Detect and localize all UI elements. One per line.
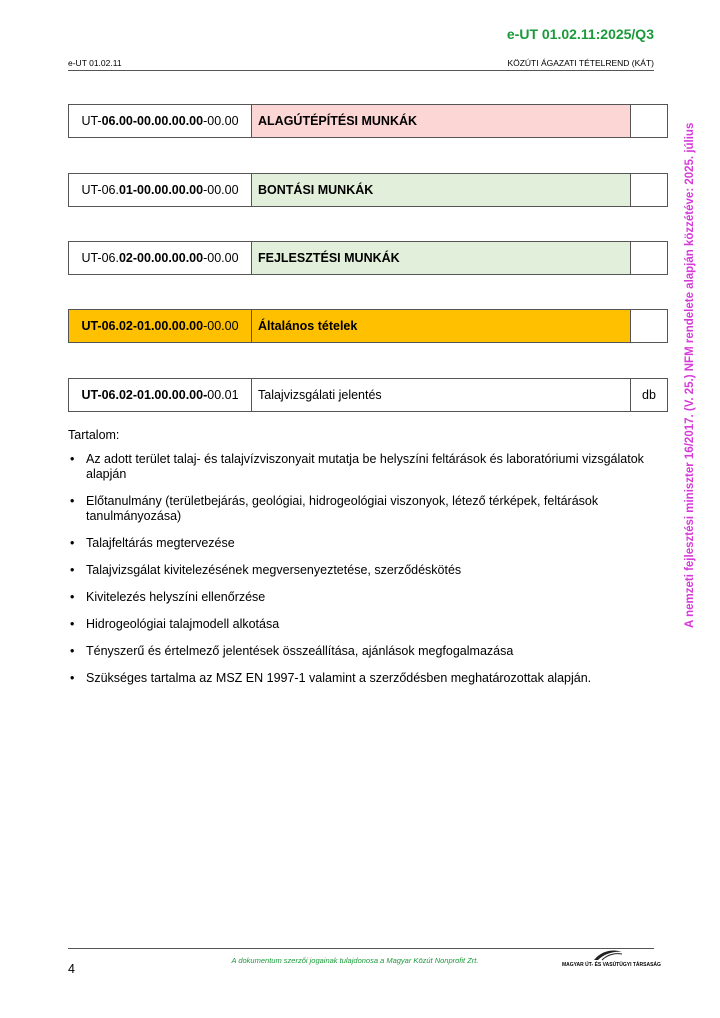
item-code: UT-06. 01-00.00.00.00 -00.00 <box>69 174 252 206</box>
list-item: • Az adott terület talaj- és talajvízviszonyait mutatja be helyszíni feltárások és laboratóriumi vizsgálatok alapján <box>70 452 644 481</box>
bullet-icon: • <box>70 671 75 685</box>
logo-text: MAGYAR ÚT- ÉS VASÚTÜGYI TÁRSASÁG <box>562 962 661 968</box>
item-code: UT-06.02- 01.00.00.00 -00.00 <box>69 310 252 342</box>
list-item: • Talajvizsgálat kivitelezésének megversenyeztetése, szerződéskötés <box>70 563 462 577</box>
bullet-icon: • <box>70 494 75 508</box>
item-unit <box>631 174 667 206</box>
item-code: UT- 06.00-00.00.00.00 -00.00 <box>69 105 252 137</box>
item-row-talajvizsgalati <box>68 378 668 412</box>
bullet-icon: • <box>70 563 75 577</box>
bullet-icon: • <box>70 617 75 631</box>
item-row-altalanos <box>68 309 668 343</box>
road-swoosh-icon <box>592 948 624 962</box>
content-bullet-list <box>68 452 648 698</box>
list-item: • Talajfeltárás megtervezése <box>70 536 235 550</box>
item-name: ALAGÚTÉPÍTÉSI MUNKÁK <box>252 105 631 137</box>
bullet-icon: • <box>70 452 75 466</box>
content-heading: Tartalom: <box>68 428 120 442</box>
list-item: • Előtanulmány (területbejárás, geológiai, hidrogeológiai viszonyok, létező térképek, feltárások tanulmányozása) <box>70 494 599 523</box>
header-left-label: e-UT 01.02.11 <box>68 58 122 68</box>
page-number: 4 <box>68 962 75 976</box>
item-row-bontasi <box>68 173 668 207</box>
publisher-logo <box>562 948 661 970</box>
list-item: • Hidrogeológiai talajmodell alkotása <box>70 617 280 631</box>
item-name: Talajvizsgálati jelentés <box>252 379 631 411</box>
list-item: • Szükséges tartalma az MSZ EN 1997-1 valamint a szerződésben meghatározottak alapján. <box>70 671 592 685</box>
item-unit <box>631 105 667 137</box>
copyright-note: A dokumentum szerzői jogainak tulajdonosa a Magyar Közút Nonprofit Zrt. <box>231 956 479 965</box>
item-name: FEJLESZTÉSI MUNKÁK <box>252 242 631 274</box>
bullet-icon: • <box>70 536 75 550</box>
item-unit: db <box>642 388 656 402</box>
item-unit <box>631 310 667 342</box>
item-name: Általános tételek <box>252 310 631 342</box>
item-name: BONTÁSI MUNKÁK <box>252 174 631 206</box>
document-code: e-UT 01.02.11:2025/Q3 <box>506 26 654 42</box>
item-code: UT-06.02-01.00.00.00- 00.01 <box>69 379 252 411</box>
item-code: UT-06. 02-00.00.00.00 -00.00 <box>69 242 252 274</box>
item-row-fejlesztesi <box>68 241 668 275</box>
side-publication-note: A nemzeti fejlesztési miniszter 16/2017. (V. 25.) NFM rendelete alapján közzétéve: 2025. július <box>684 122 696 628</box>
list-item: • Kivitelezés helyszíni ellenőrzése <box>70 590 266 604</box>
list-item: • Tényszerű és értelmező jelentések összeállítása, ajánlások megfogalmazása <box>70 644 514 658</box>
bullet-icon: • <box>70 590 75 604</box>
header-right-label: KÖZÚTI ÁGAZATI TÉTELREND (KÁT) <box>507 58 654 68</box>
item-unit <box>631 242 667 274</box>
bullet-icon: • <box>70 644 75 658</box>
item-row-alagutepitesi <box>68 104 668 138</box>
header-divider <box>68 70 654 71</box>
